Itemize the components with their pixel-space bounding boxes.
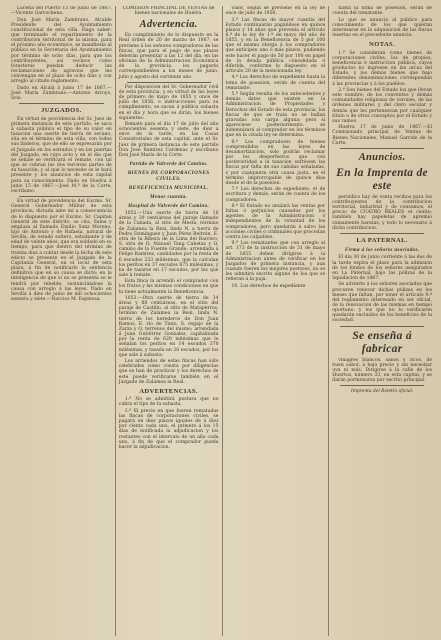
paragraph: Esta finca la arrendó el comprador con los frutos y las mismas condiciones en que la tiene actualmente la Beneficencia.	[118, 279, 219, 295]
paragraph: 8.ª El Estado no anulará las ventas por faltas ó perjuicios causados por los agentes de la Administracion ó independientes de la voluntad de los compradores, pero quedarán á salvo las acciones civiles ó criminales que procedan contra los culpables.	[225, 203, 326, 240]
paragraph: Se advierte á los señores asociados que procuren renovar dichas pólizas en los meses que faltan, por tener el artículo 9.º del reglamento interesado en ser oficial, de la renovacion de las mismas en tiempo oportuno, y los que no lo verificaren quedarán excluidos de los beneficios de la sociedad.	[332, 282, 432, 324]
divider	[127, 82, 211, 83]
heading-beneficencia: BENEFICENCIA MUNICIPAL.	[128, 185, 209, 192]
paragraph: Los arriendos de estas fincas han sido celebrados como consta por diligencias que se han de practicar y los derechos de este puede verificarse también en el Juzgado de Zalamea la Real.	[118, 359, 219, 385]
paragraph: Por disposicion del Sr. Gobernador civil de esta provincia, y en virtud de las leyes de primero de mayo de 1855 y once de julio de 1856, e instrucciones para su cumplimiento, se sacan á pública subasta en el día y hora que se dirán, los bienes siguientes:	[118, 84, 219, 121]
divider	[340, 233, 424, 234]
heading-advertencias: ADVERTENCIAS.	[139, 387, 198, 395]
paragraph: 6.ª Los compradores de bienes comprendidos en las leyes de desamortizacion, solo podrán reclamar por los desperfectos que con posterioridad a la tasacion sufriesen las fincas por falta de sus cabidas señaladas, ó por cualquiera otra causa justa, en el término improrrogable de quince días desde el de la posesion.	[225, 139, 326, 186]
paragraph: vinagres blancos, sanos y ricos, de buen sabor, á bajo precio y sin necesitar uva ni más. Dirigirse á la calle de los Huertos, número 33, en esta capital, y se darán pormenores por escrito principal.	[332, 357, 432, 384]
heading-notas: NOTAS.	[369, 41, 396, 49]
paragraph: 1052.—Una suerte de tierra de 16 áreas y 39 centiáreas del paraje llamado de la Cañada, al sitio de Mesta, término de Zalamea la Real, linda N. a tierra de Pedro Domínguez y Juan Pérez Beltrán, E. otra de la Ribera de la Lima del Barrero, S. otra de D. Manuel Tang Cabetas y O. camino de la Fuente Grande; arrendada á Felipe Ramírez, cantidades por la renta de 6 escudos 233 milésimas, que la calculan los peritos en 37 escudos 875 milésimas, y ha de tasarse en 17 escudos, por los que sale á remate.	[118, 211, 219, 278]
paragraph: 4.ª Los derechos de expediente hasta la toma de posesion, serán de cuenta del rematante.	[225, 75, 326, 91]
paragraph: 10. Los derechos de expediente	[231, 283, 306, 289]
column-2	[115, 6, 222, 636]
paragraph: valor, según se previene en la ley de once de julio de 1856.	[225, 6, 326, 17]
heading-anuncios: Anuncios.	[358, 151, 406, 163]
paragraph: 3.ª Las fincas de mayor cuantía del Estado continuarán pagándose en quince plazos y 14 años que prevenía el artículo 6.º de la ley de 1.º de mayo del año de 1855, y en la Beneficencia de 5 por 100 que el mismo otorga á los compradores que anticipen uno ó más plazos, pudiendo este hacer el pago de 50 por 100 en papel de la deuda pública consolidada ó diferida, conforme lo dispuesto en el artículo 20 de la mencionada ley.	[225, 17, 326, 75]
heading-firma: Firma á los señores asociados.	[344, 247, 420, 254]
divider	[19, 196, 104, 197]
divider	[340, 385, 424, 386]
section-heading-comision: COMISION PRINCIPAL DE VENTAS de bienes nacionales de Huelva.	[122, 6, 215, 17]
column-3	[222, 6, 329, 636]
paragraph: 9.ª Los rematantes que con arreglo al art. 173 de la instruccion de 31 de mayo de 1855 deben dirigirse á la Administracion antes de verificar en los Juzgados de primera instancia, y aun cuando fueren los mejores postores, no se les admitirá escrito alguno de los que se refieran á la puja.	[225, 241, 326, 283]
paragraph: En virtud de providencia del Excmo. Sr. General Gobernador Militar de esta provincia, dictada ante mí a consecuencia de lo dispuesto por el Excmo. Sr. Capitan General de este distrito, se cita, llama y emplaza al llamado Emilio Sanz Moreno, hijo de Antonio y de Rafaela, natural de Sevilla, de estado soltero, estudiante y de edad de veinte años, que era soldado en su tiempo, para que dentro del término de treinta días a contar desde la fecha de este edicto se presente en el Juzgado de la Capitanía General, en el local de esta plaza, á fin de notificarle la sentencia definitiva que en su causa se dictó; en la inteligencia de que si no se presenta se le tendrá por rebelde, sustanciándose la causa con arreglo á las leyes. Dado en Sevilla á diez de junio de mil ochocientos sesenta y siete.—Narciso M. Espinosa.	[11, 199, 112, 302]
divider	[340, 326, 424, 327]
paragraph: hasta la toma de posesion, serán de cuenta del rematante.	[332, 6, 432, 17]
paragraph: Dado en Alcalá á junio 17 de 1867.—José María Zambrano.—Antonio Arroyo, Srio.	[11, 85, 112, 102]
column-4	[328, 6, 435, 636]
divider	[340, 148, 424, 149]
heading-bienes: BIENES DE CORPORACIONES CIVILES.	[127, 170, 210, 183]
section-heading-juzgados: JUZGADOS.	[41, 107, 82, 115]
paragraph: 1.ª No se admitirá postura que no cubra el tipo de la subasta.	[118, 397, 219, 408]
heading-menor-cuantia: Menor cuantía.	[149, 194, 188, 201]
paragraph: Don José María Zambrano, Alcalde Presidente del Ayuntamiento constitucional de esta villa. Hago saber: que terminado el repartimiento de la contribucion territorial de la misma, para el próximo año económico, se manifiesta al público en la Secretaría del Ayuntamiento por término de ocho días, para que los contribuyentes, así vecinos como forasteros puedan deducir las reclamaciones de agravios que les convengan en el plazo de ocho días y con arreglo al citado reglamento.	[11, 17, 112, 85]
paragraph: periódico hay de venta recibos para los contribuyentes de la contribucion territorial, industrial y de consumos, el precio de CUATRO REALES el ciento; también hay papeletas de apremio sumamente baratas, y todo lo necesario á dicha contribucion.	[332, 194, 432, 231]
paragraph: Lo que se anuncia al público para conocimiento de los que quieran interesarse en la adquisicion de las fincas insertas en el precedente anuncio.	[332, 17, 432, 38]
heading-partido: Partido de Valverde del Camino.	[129, 161, 208, 168]
footer-imprint: Imprenta del Boletín oficial.	[350, 389, 414, 395]
paragraph: Lucena del Puerto 15 de junio de 1867.—Vicente Garrochena.	[11, 6, 112, 17]
paragraph: El día 30 de junio corriente á las dos de la tarde expira el plazo para la admision de los fondos de los señores asegurados en La Paternal, bajo las pólizas de la liquidacion de 1867.	[332, 255, 432, 282]
paragraph: En virtud de providencia del Sr. Juez de primera instancia de este partido, se saca á subasta pública el tipo de su valor en tasacion una suerte de tierra de secano, sita en el término de esta villa, con todos sus linderos, que de ello se espresarán por el Juzgado en los estrados y en las puertas del Juzgado, en cuyo acto y en el día que se señale se verificará el remate, con tal que se cubran las dos terceras partes de su tasación; y al que lo necesite se le hará presente y los anuncios de esta capital para su conocimiento. Dado en Huelva á junio 15 de 1867.—José M.ª de la Corte, escribano.	[11, 116, 112, 194]
column-1	[8, 6, 115, 636]
paragraph: Remate para el día 17 de julio del año ochocientos sesenta y siete, de diez a once de la tarde, en las Casas Consistoriales de esta capital, ante el Sr. Juez de primera instancia de este partido Don José Ramírez Cardenas y escribano Don José María de la Corte.	[118, 122, 219, 158]
heading-la-paternal: LA PATERNAL.	[356, 236, 408, 244]
paragraph: Huelva 17 de junio de 1867.—El Comisionado principal de Ventas de Bienes Nacionales, Manuel Garrido de la Corte.	[332, 125, 432, 146]
column-container	[8, 6, 435, 636]
paragraph: 1.ª Se consideran como bienes de corporaciones civiles, los de propios, beneficencia é instruccion pública, cuyos productos no ingresen en las arcas del Estado, y los demás bienes que bajo diferentes denominaciones correspondan á las provincias y á los pueblos.	[332, 50, 432, 87]
heading-hospital: Hospital de Valverde del Camino.	[128, 203, 210, 210]
divider	[19, 103, 104, 104]
heading-se-ensena: Se enseña á fabricar	[352, 329, 412, 355]
heading-imprenta: En la Imprenta de este	[336, 166, 428, 192]
paragraph: 2.ª Son bienes del Estado los que llevan este nombre, de los conventos y demás comunidades religiosas de varones, de las órdenes militares y del clero secular y demás que les pertenezcan por cualquier título o de otros conceptos por el Estado y sus ramos.	[332, 87, 432, 124]
heading-advertencia: Advertencia.	[139, 19, 198, 31]
paragraph: 7.ª Los derechos de expediente, el de escritura y demás, serán de cuenta de los compradores.	[225, 187, 326, 203]
paragraph: 2.ª El precio en que fueren rematadas las fincas de corporaciones civiles, se pagará en diez plazos iguales de á diez por ciento cada uno, el primero á los 15 días de notificada la adjudicacion y los restantes con el intervalo de un año cada uno, á fin de que el comprador pueda hacer la adjudicacion.	[118, 408, 219, 450]
paragraph: En cumplimiento de lo dispuesto en la Real órden de 20 de marzo de 1867, se previene á los señores compradores de las fincas, que para el pago de sus plazos deberán presentar a las 12 del día, en las oficinas de la Administracion Económica de la provincia, los pagarés correspondientes a los meses de junio, julio y agosto del corriente año.	[118, 33, 219, 80]
paragraph: 1053.—Otra suerte de tierra de 34 áreas y 88 centiáreas, en el sitio del paraje de Castillo, al sitio de Mataperros, término de Zalamea la Real, linda N. tierra de los herederos de Don Juan Ramos, E. río de Tinto, S. regajo de la Zarza y O. terrenos del mismo; arrendada á Juan Gutiérrez Gonzalez, capitalizada por la renta de 620 milésimas que le señalan los peritos en 14 escudos 370 milésimas, y tasada en 20 escudos, por los que sale á subasta.	[118, 295, 219, 358]
paragraph: 5.ª Según resulta de los antecedentes y demás datos que existen en la Administracion de Propiedades y Derechos del Estado de esta provincia, las fincas de que se trata no se hallan gravadas con carga alguna; pero si apareciese posteriormente, se indemnizará al comprador en los términos que en la citada ley se determina.	[225, 92, 326, 139]
